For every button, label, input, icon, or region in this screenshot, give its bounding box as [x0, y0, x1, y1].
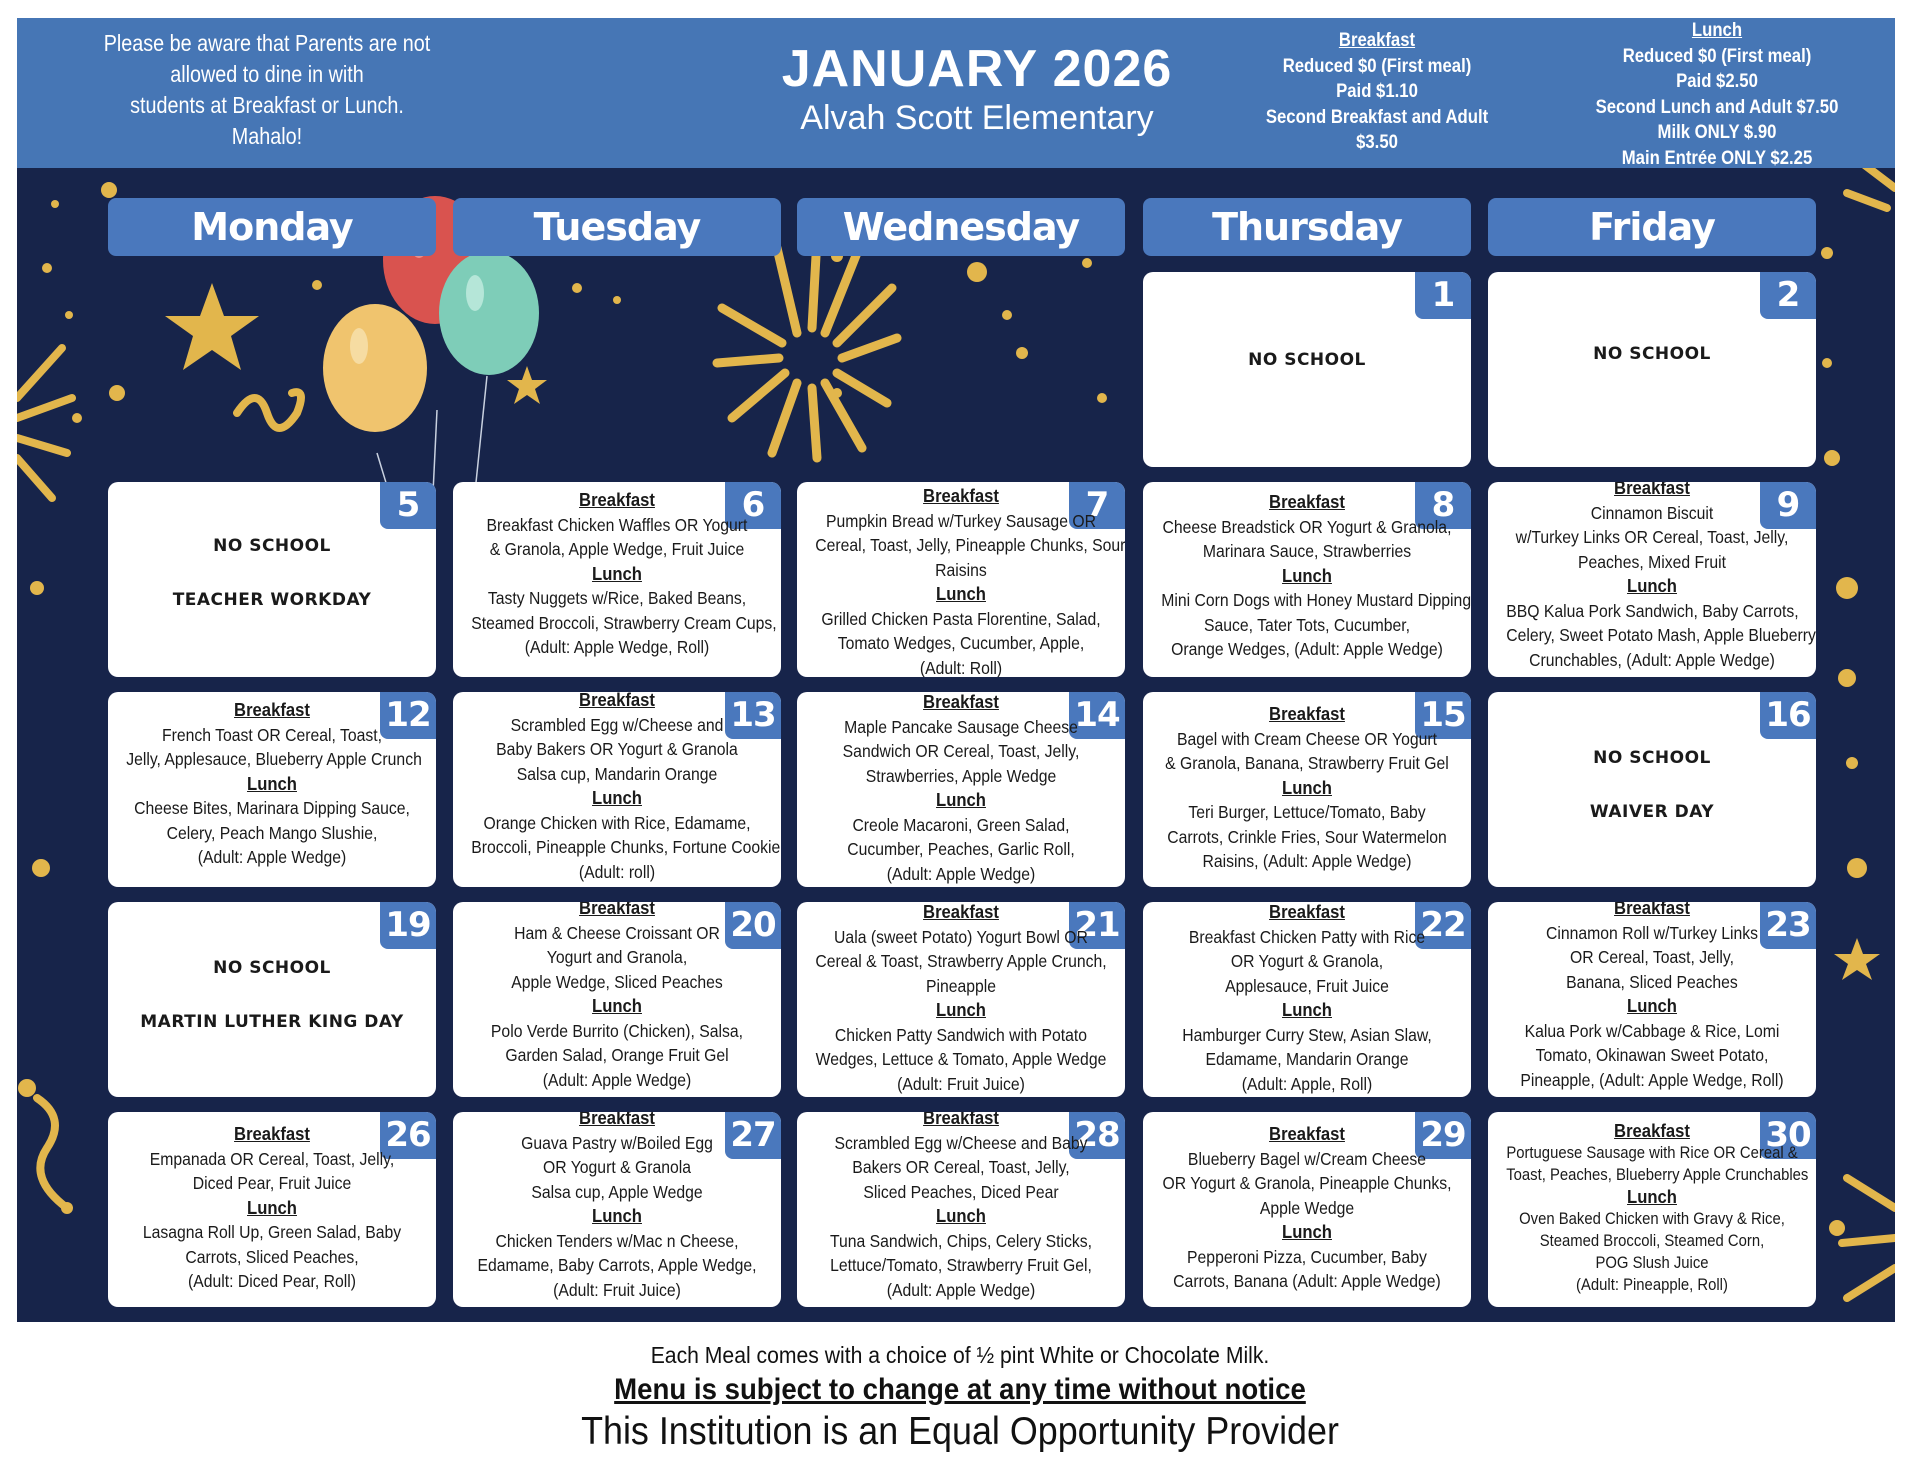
day-cell — [108, 692, 436, 887]
day-menu — [469, 902, 764, 1092]
breakfast-heading: Breakfast — [579, 489, 655, 510]
lunch-heading: Lunch — [592, 1205, 642, 1226]
lunch-item: Tuna Sandwich, Chips, Celery Sticks, — [829, 1230, 1093, 1251]
day-cell — [1488, 272, 1816, 467]
lunch-item: Tomato, Okinawan Sweet Potato, — [1535, 1045, 1769, 1065]
breakfast-item: Breakfast Chicken Waffles OR Yogurt — [486, 514, 748, 535]
menu-calendar-sheet — [17, 18, 1895, 1322]
day-menu — [124, 1122, 419, 1294]
day-cell — [1143, 902, 1471, 1097]
lunch-item: (Adult: Fruit Juice) — [897, 1073, 1025, 1094]
lunch-heading: Lunch — [592, 562, 642, 584]
day-cell — [797, 692, 1125, 887]
school-name: Alvah Scott Elementary — [800, 99, 1154, 137]
calendar-board — [17, 168, 1895, 1322]
breakfast-item: Empanada OR Cereal, Toast, Jelly, — [149, 1148, 395, 1169]
day-cell — [1143, 1112, 1471, 1307]
lunch-item: Broccoli, Pineapple Chunks, Fortune Cookie — [471, 837, 781, 857]
day-menu — [1504, 902, 1799, 1092]
lunch-item: Polo Verde Burrito (Chicken), Salsa, — [490, 1020, 744, 1041]
star-icon — [1834, 938, 1880, 980]
closure-notice: NO SCHOOL — [213, 536, 331, 556]
price-line: Reduced $0 (First meal) — [1282, 55, 1472, 77]
star-icon — [507, 366, 547, 404]
day-menu — [813, 1112, 1108, 1302]
day-cell — [453, 692, 781, 887]
closure-notice: NO SCHOOL — [1248, 350, 1366, 370]
lunch-item: Chicken Patty Sandwich with Potato — [834, 1024, 1088, 1045]
breakfast-item: Maple Pancake Sausage Cheese — [844, 716, 1078, 737]
breakfast-item: Cereal, Toast, Jelly, Pineapple Chunks, Sour — [815, 535, 1125, 555]
breakfast-item: Cinnamon Biscuit — [1590, 502, 1714, 523]
breakfast-item: Pineapple — [925, 975, 997, 996]
lunch-item: Oven Baked Chicken with Gravy & Rice, — [1519, 1210, 1785, 1228]
day-menu — [1159, 1122, 1454, 1294]
day-menu — [469, 1112, 764, 1302]
day-cell — [1143, 482, 1471, 677]
breakfast-item: Bakers OR Cereal, Toast, Jelly, — [852, 1157, 1070, 1177]
lunch-heading: Lunch — [1282, 564, 1332, 586]
lunch-item: Creole Macaroni, Green Salad, — [852, 814, 1070, 835]
lunch-item: Lasagna Roll Up, Green Salad, Baby — [142, 1222, 402, 1242]
weekday-header-friday: Friday — [1488, 198, 1816, 256]
day-menu — [1504, 482, 1816, 672]
day-cell — [108, 902, 436, 1097]
breakfast-item: Blueberry Bagel w/Cream Cheese — [1187, 1148, 1427, 1169]
lunch-heading: Lunch — [1627, 575, 1677, 596]
breakfast-heading: Breakfast — [579, 1112, 655, 1128]
breakfast-item: OR Yogurt & Granola — [543, 1157, 691, 1177]
breakfast-heading: Breakfast — [1614, 1120, 1690, 1141]
lunch-item: Mini Corn Dogs with Honey Mustard Dipping — [1161, 590, 1471, 610]
notice-line: Mahalo! — [231, 123, 303, 149]
lunch-prices — [1576, 18, 1858, 171]
calendar-header — [17, 18, 1895, 168]
day-number: 23 — [1760, 902, 1816, 949]
breakfast-heading: Breakfast — [579, 902, 655, 918]
day-cell — [453, 902, 781, 1097]
day-number: 7 — [1069, 482, 1125, 529]
day-menu — [813, 902, 1108, 1096]
weekday-header-wednesday: Wednesday — [797, 198, 1125, 256]
lunch-item: (Adult: Roll) — [919, 657, 1003, 677]
lunch-item: Teri Burger, Lettuce/Tomato, Baby — [1188, 802, 1426, 822]
breakfast-item: OR Yogurt & Granola, Pineapple Chunks, — [1162, 1173, 1452, 1193]
lunch-item: Steamed Broccoli, Strawberry Cream Cups, — [471, 612, 777, 633]
lunch-heading: Lunch — [247, 772, 297, 794]
breakfast-item: OR Cereal, Toast, Jelly, — [1570, 947, 1734, 967]
breakfast-item: w/Turkey Links OR Cereal, Toast, Jelly, — [1515, 527, 1789, 547]
lunch-item: (Adult: Fruit Juice) — [553, 1279, 681, 1300]
lunch-item: Chicken Tenders w/Mac n Cheese, — [495, 1230, 739, 1251]
lunch-item: Celery, Sweet Potato Mash, Apple Blueberry — [1506, 625, 1816, 645]
breakfast-heading: Breakfast — [1614, 902, 1690, 918]
breakfast-item: Cereal & Toast, Strawberry Apple Crunch, — [815, 951, 1107, 971]
equal-opportunity-statement: This Institution is an Equal Opportunity Provider — [581, 1410, 1339, 1453]
lunch-item: Orange Chicken with Rice, Edamame, — [483, 812, 751, 833]
notice-line: Please be aware that Parents are not — [103, 30, 431, 56]
breakfast-item: Breakfast Chicken Patty with Rice — [1188, 926, 1426, 947]
day-cell — [1143, 692, 1471, 887]
breakfast-heading: Breakfast — [234, 699, 310, 720]
day-number: 16 — [1760, 692, 1816, 739]
lunch-item: Steamed Broccoli, Steamed Corn, — [1539, 1232, 1765, 1250]
lunch-item: (Adult: roll) — [578, 861, 656, 882]
breakfast-heading: Breakfast — [923, 485, 999, 506]
breakfast-heading: Breakfast — [234, 1123, 310, 1144]
day-number: 29 — [1415, 1112, 1471, 1159]
day-cell — [797, 1112, 1125, 1307]
lunch-item: (Adult: Apple Wedge) — [197, 847, 347, 867]
change-notice: Menu is subject to change at any time without notice — [614, 1373, 1306, 1406]
lunch-item: Wedges, Lettuce & Tomato, Apple Wedge — [815, 1049, 1107, 1069]
lunch-heading: Lunch — [936, 789, 986, 810]
price-line: Main Entrée ONLY $2.25 — [1621, 147, 1813, 169]
notice-line: allowed to dine in with — [170, 61, 364, 87]
day-menu — [469, 488, 777, 660]
day-menu — [469, 692, 781, 884]
lunch-heading: Lunch — [1282, 776, 1332, 798]
lunch-item: Cucumber, Peaches, Garlic Roll, — [847, 839, 1075, 859]
lunch-item: (Adult: Apple Wedge) — [542, 1069, 692, 1090]
day-cell — [797, 902, 1125, 1097]
day-number: 21 — [1069, 902, 1125, 949]
lunch-item: Raisins, (Adult: Apple Wedge) — [1202, 851, 1412, 871]
breakfast-item: Banana, Sliced Peaches — [1566, 971, 1738, 992]
lunch-item: (Adult: Apple, Roll) — [1241, 1073, 1373, 1094]
breakfast-item: Guava Pastry w/Boiled Egg — [521, 1132, 713, 1153]
breakfast-item: Applesauce, Fruit Juice — [1225, 975, 1389, 996]
title-block — [697, 40, 1257, 138]
day-menu — [1159, 490, 1471, 662]
breakfast-item: Pumpkin Bread w/Turkey Sausage OR — [826, 510, 1096, 531]
lunch-item: Edamame, Mandarin Orange — [1205, 1049, 1409, 1069]
day-number: 14 — [1069, 692, 1125, 739]
breakfast-item: Salsa cup, Mandarin Orange — [516, 763, 718, 784]
lunch-heading: Lunch — [1282, 999, 1332, 1020]
day-cell — [108, 482, 436, 677]
breakfast-item: Sandwich OR Cereal, Toast, Jelly, — [842, 741, 1080, 761]
breakfast-item: Strawberries, Apple Wedge — [865, 765, 1057, 786]
breakfast-item: Ham & Cheese Croissant OR — [514, 922, 720, 943]
breakfast-heading: Breakfast — [1269, 491, 1345, 512]
closure-reason: WAIVER DAY — [1589, 802, 1715, 822]
notice-line: students at Breakfast or Lunch. — [130, 92, 404, 118]
price-line: Reduced $0 (First meal) — [1622, 45, 1812, 67]
breakfast-item: Sliced Peaches, Diced Pear — [863, 1181, 1059, 1202]
day-menu — [813, 484, 1125, 677]
breakfast-prices-heading: Breakfast — [1338, 30, 1416, 51]
breakfast-heading: Breakfast — [923, 692, 999, 712]
day-menu — [124, 698, 422, 870]
day-cell — [108, 1112, 436, 1307]
breakfast-item: Baby Bakers OR Yogurt & Granola — [496, 739, 738, 759]
breakfast-item: Raisins — [935, 559, 987, 580]
day-number: 12 — [380, 692, 436, 739]
lunch-item: Sauce, Tater Tots, Cucumber, — [1203, 614, 1411, 635]
lunch-heading: Lunch — [592, 787, 642, 808]
closure-reason: MARTIN LUTHER KING DAY — [140, 1012, 404, 1032]
day-number: 5 — [380, 482, 436, 529]
lunch-item: (Adult: Diced Pear, Roll) — [187, 1271, 357, 1291]
breakfast-item: & Granola, Apple Wedge, Fruit Juice — [489, 539, 745, 559]
lunch-heading: Lunch — [936, 999, 986, 1020]
lunch-item: Celery, Peach Mango Slushie, — [166, 822, 378, 843]
day-number: 19 — [380, 902, 436, 949]
breakfast-item: OR Yogurt & Granola, — [1230, 951, 1384, 971]
day-cell — [453, 1112, 781, 1307]
lunch-item: Garden Salad, Orange Fruit Gel — [505, 1045, 729, 1065]
day-number: 9 — [1760, 482, 1816, 529]
day-cell — [797, 482, 1125, 677]
day-cell — [1143, 272, 1471, 467]
lunch-item: Tomato Wedges, Cucumber, Apple, — [837, 633, 1085, 653]
weekday-header-tuesday: Tuesday — [453, 198, 781, 256]
lunch-item: (Adult: Apple Wedge, Roll) — [524, 637, 710, 657]
breakfast-item: Scrambled Egg w/Cheese and — [510, 714, 724, 735]
star-icon — [165, 283, 259, 370]
day-cell — [1488, 1112, 1816, 1307]
breakfast-item: Portuguese Sausage with Rice OR Cereal & — [1506, 1144, 1798, 1162]
breakfast-item: Cinnamon Roll w/Turkey Links — [1545, 922, 1759, 943]
day-number: 20 — [725, 902, 781, 949]
lunch-item: (Adult: Apple Wedge) — [886, 1279, 1036, 1300]
day-number: 30 — [1760, 1112, 1816, 1159]
lunch-heading: Lunch — [1627, 995, 1677, 1016]
lunch-heading: Lunch — [592, 995, 642, 1016]
breakfast-item: Toast, Peaches, Blueberry Apple Crunchables — [1506, 1166, 1809, 1184]
breakfast-item: Yogurt and Granola, — [546, 947, 688, 967]
closure-reason: TEACHER WORKDAY — [172, 590, 372, 610]
lunch-item: BBQ Kalua Pork Sandwich, Baby Carrots, — [1506, 600, 1799, 621]
lunch-heading: Lunch — [247, 1196, 297, 1218]
lunch-item: Kalua Pork w/Cabbage & Rice, Lomi — [1524, 1020, 1780, 1041]
day-menu — [1504, 1120, 1809, 1296]
day-number: 2 — [1760, 272, 1816, 319]
price-line: Milk ONLY $.90 — [1657, 122, 1777, 143]
price-line: Paid $1.10 — [1336, 81, 1418, 102]
day-cell — [1488, 902, 1816, 1097]
day-number: 1 — [1415, 272, 1471, 319]
day-cell — [453, 482, 781, 677]
breakfast-item: Uala (sweet Potato) Yogurt Bowl OR — [834, 926, 1088, 947]
closure-notice: NO SCHOOL — [1593, 344, 1711, 364]
lunch-item: Lettuce/Tomato, Strawberry Fruit Gel, — [830, 1255, 1092, 1275]
day-cell — [1488, 482, 1816, 677]
breakfast-item: Diced Pear, Fruit Juice — [192, 1173, 352, 1193]
day-number: 26 — [380, 1112, 436, 1159]
breakfast-heading: Breakfast — [923, 1112, 999, 1128]
lunch-item: Tasty Nuggets w/Rice, Baked Beans, — [487, 588, 747, 608]
day-cell — [1488, 692, 1816, 887]
lunch-item: Pineapple, (Adult: Apple Wedge, Roll) — [1520, 1069, 1784, 1090]
day-number: 27 — [725, 1112, 781, 1159]
price-line: $3.50 — [1356, 132, 1398, 153]
breakfast-heading: Breakfast — [1269, 703, 1345, 724]
lunch-item: Crunchables, (Adult: Apple Wedge) — [1529, 649, 1775, 670]
lunch-item: Carrots, Crinkle Fries, Sour Watermelon — [1167, 826, 1447, 847]
lunch-heading: Lunch — [1627, 1186, 1677, 1207]
lunch-heading: Lunch — [936, 1205, 986, 1226]
day-number: 28 — [1069, 1112, 1125, 1159]
lunch-heading: Lunch — [936, 583, 986, 604]
day-number: 13 — [725, 692, 781, 739]
milk-note: Each Meal comes with a choice of ½ pint White or Chocolate Milk. — [650, 1342, 1270, 1368]
lunch-item: Hamburger Curry Stew, Asian Slaw, — [1182, 1024, 1432, 1045]
breakfast-heading: Breakfast — [923, 902, 999, 922]
day-number: 15 — [1415, 692, 1471, 739]
breakfast-prices — [1245, 28, 1509, 156]
closure-notice: NO SCHOOL — [213, 958, 331, 978]
lunch-item: Pepperoni Pizza, Cucumber, Baby — [1187, 1246, 1427, 1267]
lunch-item: Carrots, Banana (Adult: Apple Wedge) — [1173, 1271, 1441, 1291]
day-menu — [1159, 902, 1454, 1096]
lunch-item: Edamame, Baby Carrots, Apple Wedge, — [477, 1255, 757, 1275]
breakfast-item: Jelly, Applesauce, Blueberry Apple Crunch — [126, 749, 422, 769]
lunch-prices-heading: Lunch — [1691, 20, 1743, 41]
day-menu — [1159, 702, 1454, 874]
lunch-heading: Lunch — [1282, 1221, 1332, 1242]
parent-dining-notice — [78, 28, 456, 152]
lunch-item: POG Slush Juice — [1595, 1254, 1709, 1272]
lunch-item: Grilled Chicken Pasta Florentine, Salad, — [821, 608, 1101, 629]
breakfast-item: Apple Wedge — [1259, 1197, 1355, 1218]
page-title: JANUARY 2026 — [781, 40, 1173, 98]
breakfast-item: Bagel with Cream Cheese OR Yogurt — [1176, 728, 1438, 749]
lunch-item: Orange Wedges, (Adult: Apple Wedge) — [1171, 639, 1443, 659]
lunch-item: (Adult: Pineapple, Roll) — [1576, 1276, 1728, 1294]
weekday-header-thursday: Thursday — [1143, 198, 1471, 256]
breakfast-item: French Toast OR Cereal, Toast, — [161, 724, 383, 745]
breakfast-heading: Breakfast — [1269, 902, 1345, 922]
lunch-item: (Adult: Apple Wedge) — [886, 863, 1036, 884]
price-line: Paid $2.50 — [1676, 71, 1758, 92]
day-number: 6 — [725, 482, 781, 529]
closure-notice: NO SCHOOL — [1593, 748, 1711, 768]
day-menu — [813, 692, 1108, 886]
breakfast-item: Salsa cup, Apple Wedge — [531, 1181, 703, 1202]
breakfast-item: Cheese Breadstick OR Yogurt & Granola, — [1162, 516, 1452, 537]
breakfast-item: Marinara Sauce, Strawberries — [1202, 541, 1412, 561]
breakfast-heading: Breakfast — [1614, 482, 1690, 498]
day-number: 22 — [1415, 902, 1471, 949]
breakfast-item: Scrambled Egg w/Cheese and Baby — [834, 1132, 1088, 1153]
breakfast-item: & Granola, Banana, Strawberry Fruit Gel — [1165, 753, 1449, 773]
breakfast-heading: Breakfast — [579, 692, 655, 710]
breakfast-item: Apple Wedge, Sliced Peaches — [511, 971, 723, 992]
weekday-header-monday: Monday — [108, 198, 436, 256]
breakfast-heading: Breakfast — [1269, 1123, 1345, 1144]
price-line: Second Lunch and Adult $7.50 — [1595, 96, 1839, 118]
price-line: Second Breakfast and Adult — [1265, 106, 1489, 128]
lunch-item: Cheese Bites, Marinara Dipping Sauce, — [134, 798, 410, 818]
day-number: 8 — [1415, 482, 1471, 529]
lunch-item: Carrots, Sliced Peaches, — [185, 1246, 359, 1267]
breakfast-item: Peaches, Mixed Fruit — [1578, 551, 1726, 572]
